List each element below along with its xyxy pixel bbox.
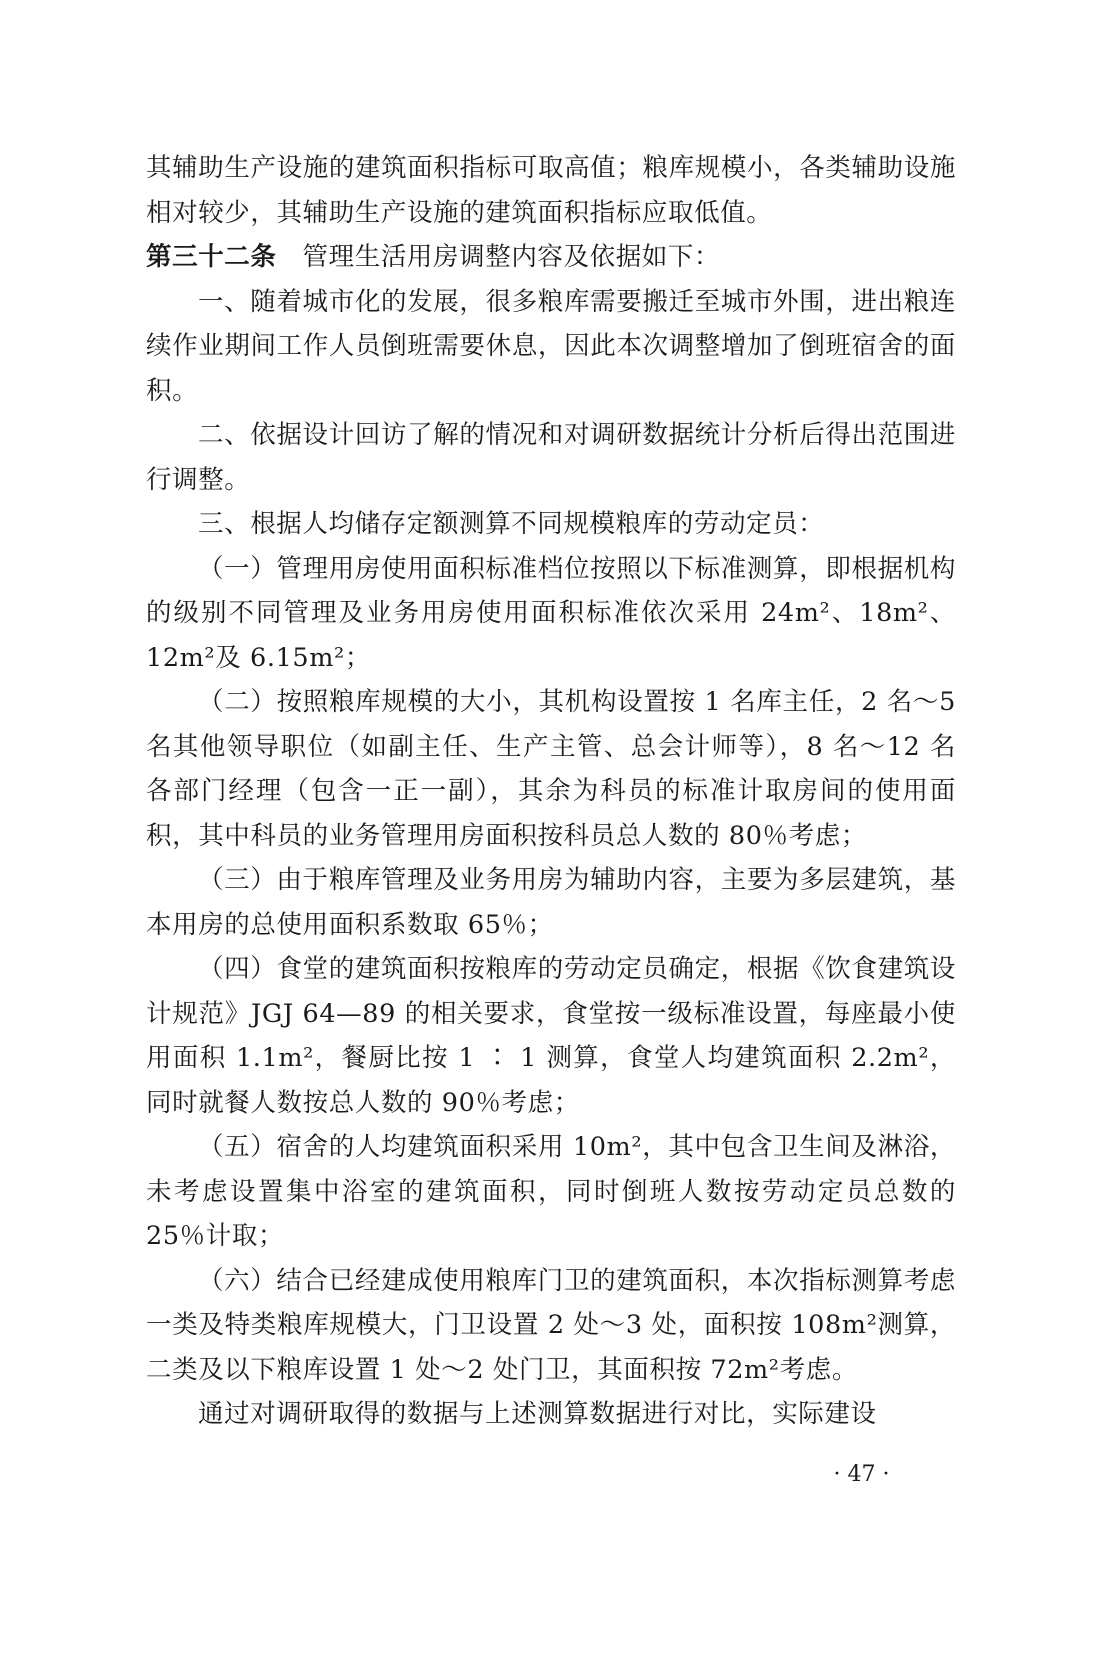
paragraph-item-2: 二、依据设计回访了解的情况和对调研数据统计分析后得出范围进行调整。 bbox=[146, 420, 956, 495]
article-number: 第三十二条 bbox=[146, 242, 277, 272]
paragraph-item-3: 三、根据人均储存定额测算不同规模粮库的劳动定员： bbox=[198, 509, 825, 539]
paragraph-sub-2: （二）按照粮库规模的大小，其机构设置按 1 名库主任，2 名～5 名其他领导职位（如副主任、生产主管、总会计师等），8 名～12 名各部门经理（包含一正一副），其余为科员的标准计取房间的使用面积，其中科员的业务管理用房面积按科员总人数的 80％考虑； bbox=[146, 687, 956, 851]
paragraph-item-1: 一、随着城市化的发展，很多粮库需要搬迁至城市外围，进出粮连续作业期间工作人员倒班需要休息，因此本次调整增加了倒班宿舍的面积。 bbox=[146, 286, 956, 406]
article-title: 管理生活用房调整内容及依据如下： bbox=[302, 242, 721, 272]
document-body bbox=[146, 146, 956, 1437]
paragraph-sub-3: （三）由于粮库管理及业务用房为辅助内容，主要为多层建筑，基本用房的总使用面积系数取 65％； bbox=[146, 865, 956, 940]
paragraph-sub-6: （六）结合已经建成使用粮库门卫的建筑面积，本次指标测算考虑一类及特类粮库规模大，门卫设置 2 处～3 处，面积按 108m²测算，二类及以下粮库设置 1 处～2 处门卫，其面积按 72m²考虑。 bbox=[146, 1265, 956, 1385]
paragraph-sub-4: （四）食堂的建筑面积按粮库的劳动定员确定，根据《饮食建筑设计规范》JGJ 64—89 的相关要求，食堂按一级标准设置，每座最小使用面积 1.1m²，餐厨比按 1 ∶ 1 测算，食堂人均建筑面积 2.2m²，同时就餐人数按总人数的 90％考虑； bbox=[146, 954, 956, 1118]
page-number: · 47 · bbox=[833, 1462, 890, 1487]
paragraph-continued: 其辅助生产设施的建筑面积指标可取高值；粮库规模小，各类辅助设施相对较少，其辅助生产设施的建筑面积指标应取低值。 bbox=[146, 153, 956, 228]
article-heading-line bbox=[146, 235, 956, 280]
paragraph-closing: 通过对调研取得的数据与上述测算数据进行对比，实际建设 bbox=[198, 1399, 877, 1429]
paragraph-sub-5: （五）宿舍的人均建筑面积采用 10m²，其中包含卫生间及淋浴，未考虑设置集中浴室的建筑面积，同时倒班人数按劳动定员总数的 25％计取； bbox=[146, 1132, 956, 1251]
paragraph-sub-1: （一）管理用房使用面积标准档位按照以下标准测算，即根据机构的级别不同管理及业务用房使用面积标准依次采用 24m²、18m²、12m²及 6.15m²； bbox=[146, 553, 956, 673]
